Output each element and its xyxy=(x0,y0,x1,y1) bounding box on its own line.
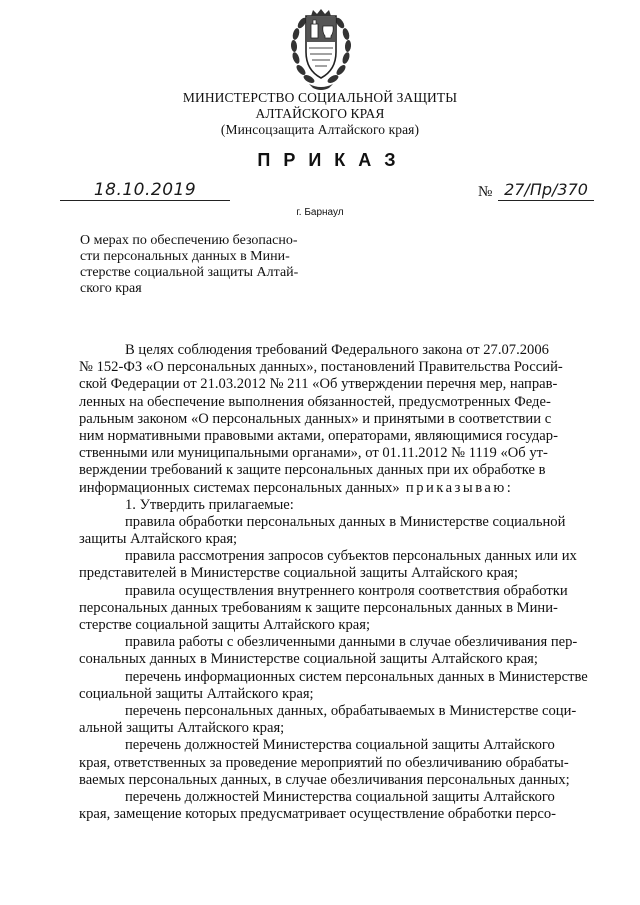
body-line-text: ственными или муниципальными органами», от 01.11.2012 № 1119 «Об ут- xyxy=(79,445,548,462)
body-line-text: представителей в Министерстве социальной защиты Алтайского края; xyxy=(79,565,519,582)
body-line-text: верждении требований к защите персональных данных при их обработке в xyxy=(79,462,546,479)
altai-krai-coat-of-arms-icon xyxy=(289,8,353,92)
body-line xyxy=(79,806,598,823)
body-line xyxy=(79,617,598,634)
order-subject xyxy=(80,233,342,297)
body-line-text: № 152-ФЗ «О персональных данных», постановлений Правительства Россий- xyxy=(79,359,563,376)
body-line-text: ним нормативными правовыми актами, операторами, являющимися государ- xyxy=(79,427,558,444)
body-line xyxy=(79,755,598,772)
order-body xyxy=(79,342,598,823)
body-line xyxy=(79,480,598,497)
ministry-short-name: (Минсоцзащита Алтайского края) xyxy=(220,122,420,137)
body-line-text: ленных на обеспечение выполнения обязанностей, предусмотренных Феде- xyxy=(79,393,551,410)
body-line-text: перечень информационных систем персональных данных в Министерстве xyxy=(125,668,588,685)
body-line xyxy=(79,737,598,754)
body-line xyxy=(79,686,598,703)
body-line xyxy=(79,531,598,548)
body-line xyxy=(79,428,598,445)
body-line xyxy=(79,462,598,479)
body-line-text: правила рассмотрения запросов субъектов персональных данных или их xyxy=(125,548,577,565)
subject-line: О мерах по обеспечению безопасно- xyxy=(80,233,298,248)
body-line-text: альной защиты Алтайского края; xyxy=(79,720,285,737)
body-line-text: защиты Алтайского края; xyxy=(79,531,238,548)
body-line-text: социальной защиты Алтайского края; xyxy=(79,685,314,702)
subject-line: сти персональных данных в Мини- xyxy=(80,249,290,264)
body-line xyxy=(79,445,598,462)
body-line-text: края, ответственных за проведение мероприятий по обезличиванию обрабаты- xyxy=(79,754,569,771)
body-line-text: ской Федерации от 21.03.2012 № 211 «Об утверждении перечня мер, направ- xyxy=(79,376,558,393)
body-line xyxy=(79,394,598,411)
body-line xyxy=(79,583,598,600)
ministry-name-line1: МИНИСТЕРСТВО СОЦИАЛЬНОЙ ЗАЩИТЫ xyxy=(182,90,458,105)
body-line-text: правила осуществления внутреннего контроля соответствия обработки xyxy=(125,582,568,599)
body-line xyxy=(79,600,598,617)
body-line xyxy=(79,669,598,686)
handwritten-order-number: 27/Пр/370 xyxy=(498,180,594,201)
handwritten-date: 18.10.2019 xyxy=(60,180,230,201)
order-title: ПРИКАЗ xyxy=(257,150,409,170)
body-line-text: перечень должностей Министерства социальной защиты Алтайского xyxy=(125,788,555,805)
body-line-text: правила работы с обезличенными данными в случае обезличивания пер- xyxy=(125,634,578,651)
body-line xyxy=(79,703,598,720)
body-line xyxy=(79,411,598,428)
body-line-text: перечень должностей Министерства социальной защиты Алтайского xyxy=(125,737,555,754)
body-line xyxy=(79,514,598,531)
body-line xyxy=(79,342,598,359)
body-line-text: сональных данных в Министерстве социальной защиты Алтайского края; xyxy=(79,651,538,668)
body-line-text: информационных системах персональных данных» xyxy=(79,479,400,496)
body-line xyxy=(79,789,598,806)
body-line xyxy=(79,720,598,737)
body-line xyxy=(79,565,598,582)
ministry-name-line2: АЛТАЙСКОГО КРАЯ xyxy=(255,106,385,121)
body-line-text: стерстве социальной защиты Алтайского края; xyxy=(79,617,371,633)
body-line-text: персональных данных требованиям к защите персональных данных в Мини- xyxy=(79,599,558,616)
body-line-text: края, замещение которых предусматривает осуществление обработки персо- xyxy=(79,806,556,823)
body-line-text: В целях соблюдения требований Федерального закона от 27.07.2006 xyxy=(125,342,549,358)
body-line xyxy=(79,772,598,789)
body-line xyxy=(79,548,598,565)
body-line-text: ральным законом «О персональных данных» и принятыми в соответствии с xyxy=(79,410,552,427)
subject-line: ского края xyxy=(80,281,142,296)
body-line-text: 1. Утвердить прилагаемые: xyxy=(125,496,294,513)
city-name: г. Барнаул xyxy=(296,207,344,218)
body-line xyxy=(79,651,598,668)
body-line xyxy=(79,359,598,376)
body-line xyxy=(79,376,598,393)
body-line xyxy=(79,497,598,514)
body-line-text: перечень персональных данных, обрабатываемых в Министерстве соци- xyxy=(125,702,577,719)
number-sign: № xyxy=(478,184,493,200)
order-verb: приказываю: xyxy=(399,479,514,496)
body-line-text: правила обработки персональных данных в Министерстве социальной xyxy=(125,513,566,530)
body-line xyxy=(79,634,598,651)
subject-line: стерстве социальной защиты Алтай- xyxy=(80,265,299,280)
body-line-text: ваемых персональных данных, в случае обезличивания персональных данных; xyxy=(79,771,570,788)
